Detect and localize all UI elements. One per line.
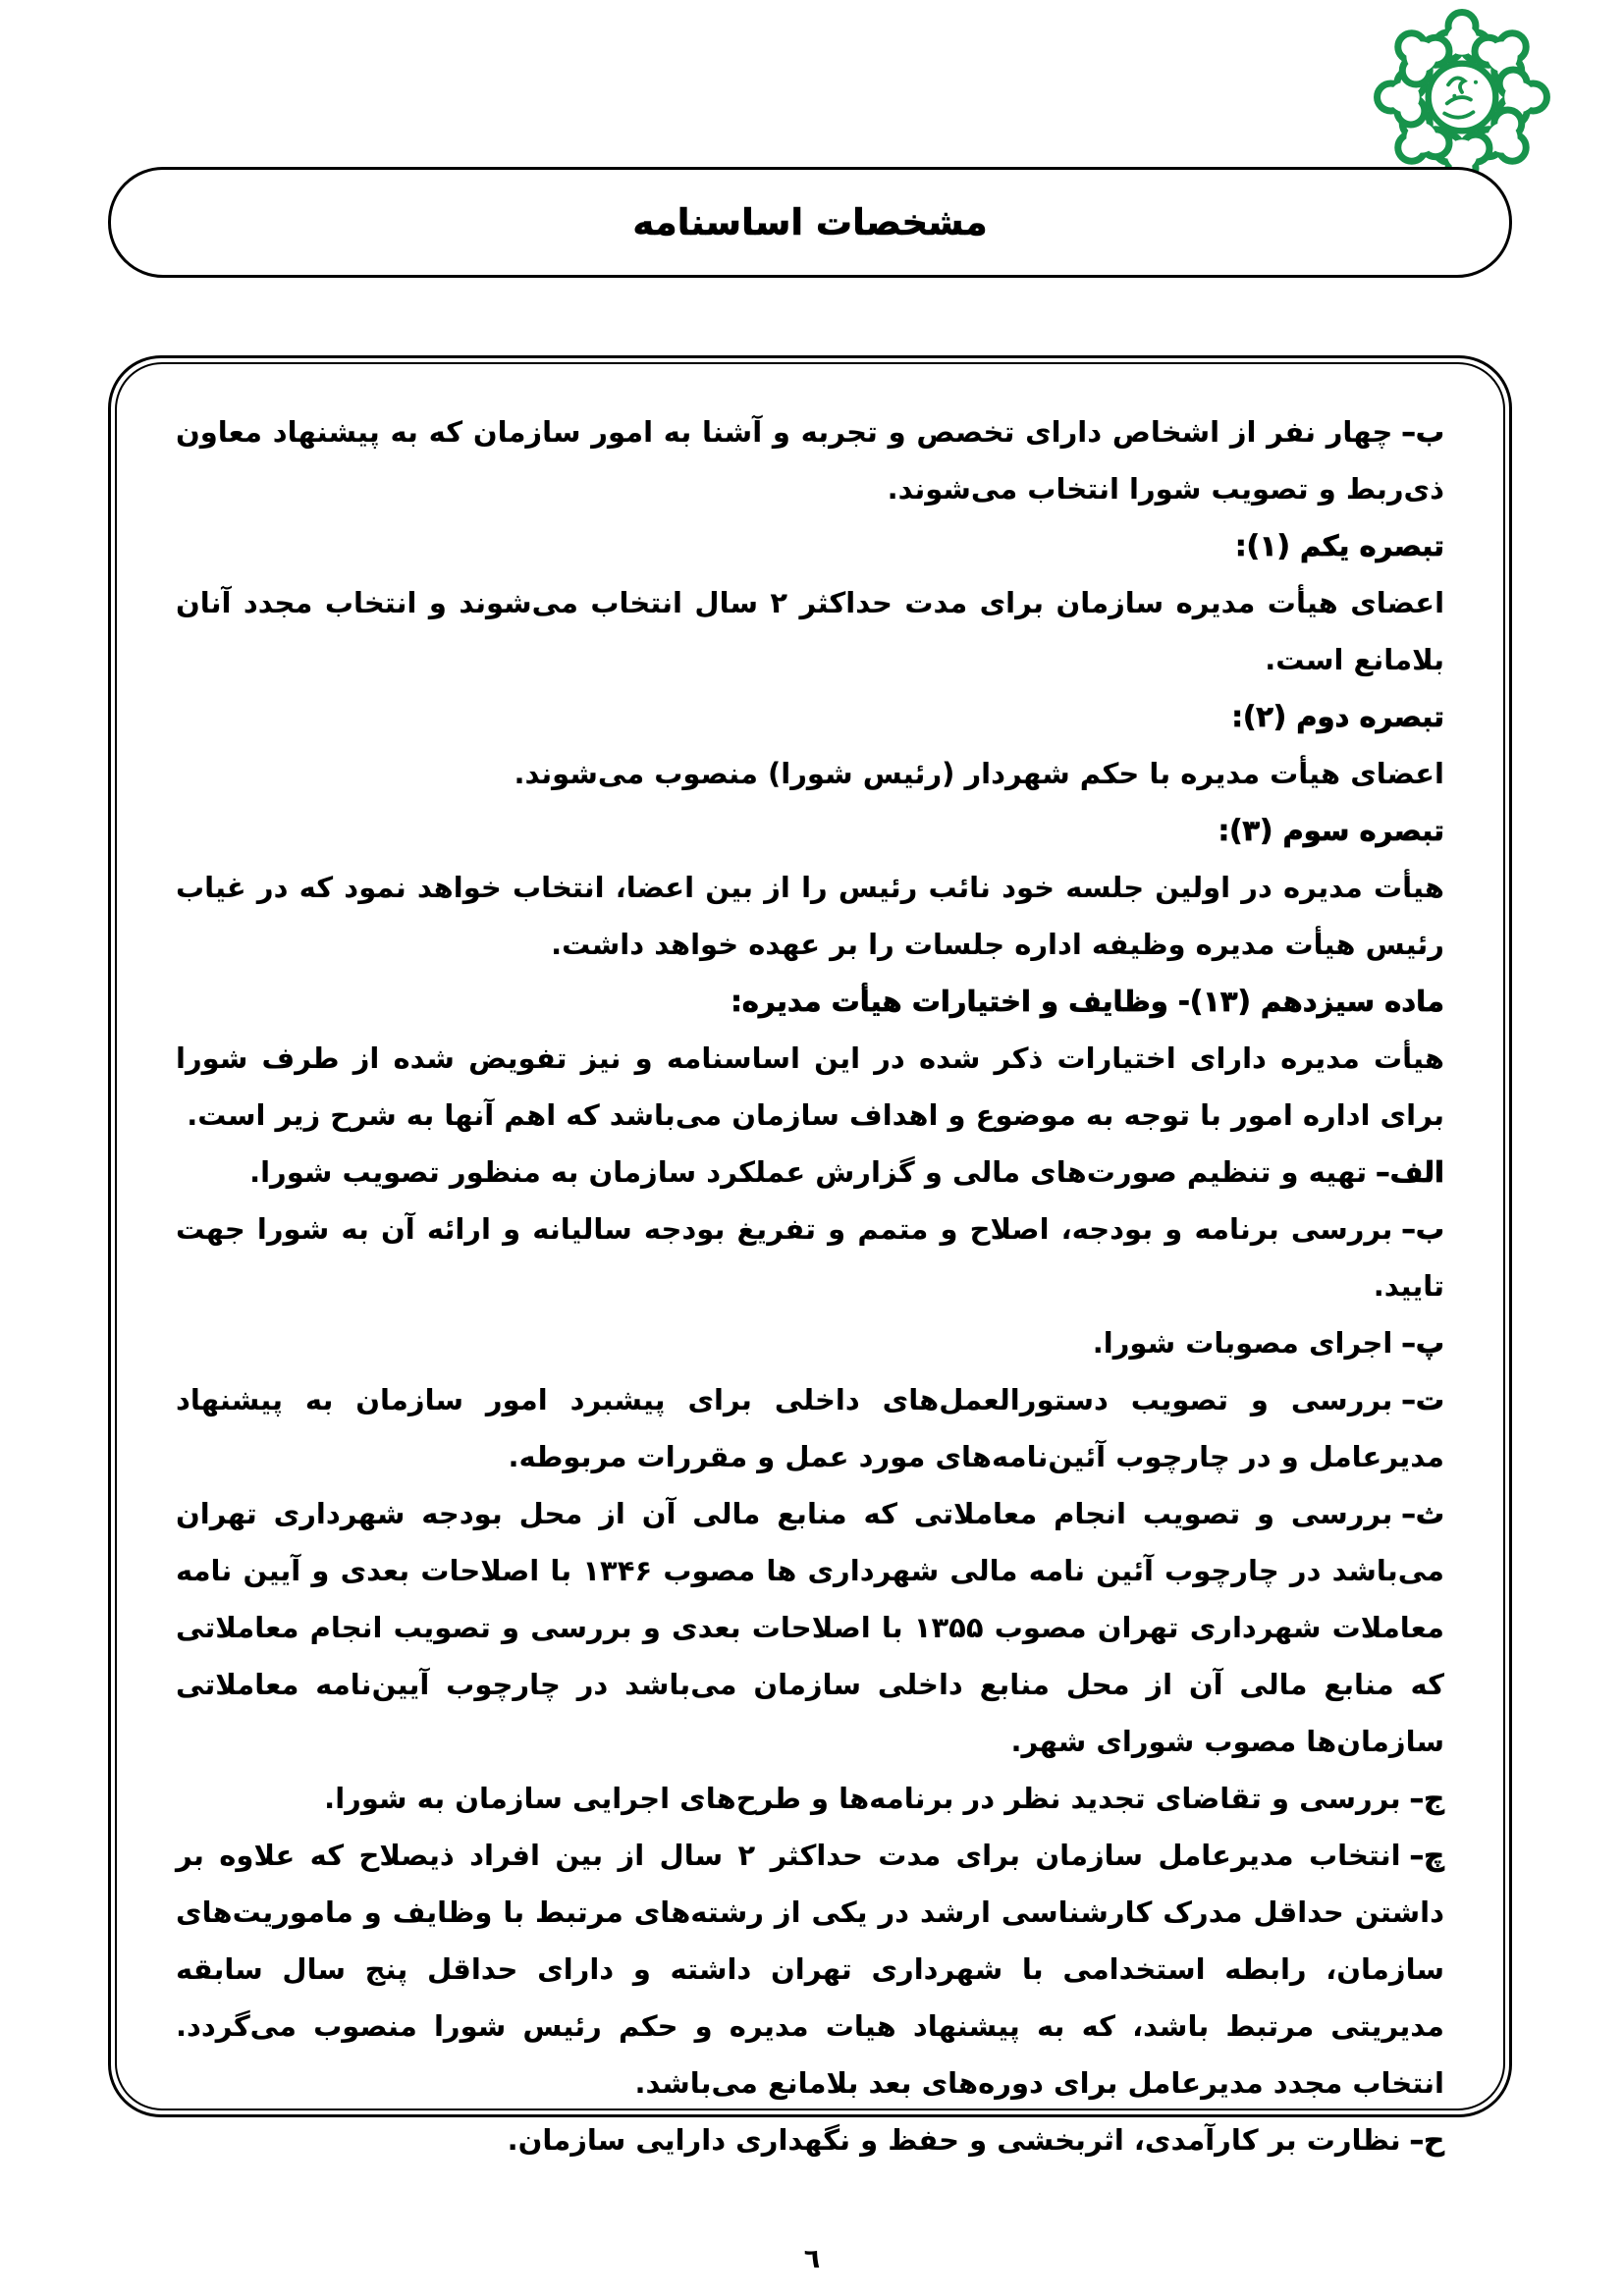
list-item [176, 1201, 1444, 1314]
item-text: انتخاب مدیرعامل سازمان برای مدت حداکثر ۲ سال از بین افراد ذیصلاح که علاوه بر داشتن حداقل مدرک کارشناسی ارشد در یکی از رشته‌های مرتبط با وظایف و ماموریت‌های سازمان، رابطه استخدامی با شهرداری تهران داشته و دارای حداقل پنج سال سابقه مدیریتی مرتبط باشد، که به پیشنهاد هیات مدیره و حکم رئیس شورا منصوب می‌گردد. انتخاب مجدد مدیرعامل برای دوره‌های بعد بلامانع می‌باشد. [176, 1839, 1444, 2100]
item-marker: ت– [1401, 1383, 1444, 1416]
paragraph: هیأت مدیره در اولین جلسه خود نائب رئیس را از بین اعضا، انتخاب خواهد نمود که در غیاب رئیس هیأت مدیره وظیفه اداره جلسات را بر عهده خواهد داشت. [176, 871, 1444, 961]
paragraph: هیأت مدیره دارای اختیارات ذکر شده در این اساسنامه و نیز تفویض شده از طرف شورا برای اداره امور با توجه به موضوع و اهداف سازمان می‌باشد که اهم آنها به شرح زیر است. [176, 1041, 1444, 1132]
page-number: ٦ [803, 2244, 821, 2274]
list-item [176, 1144, 1444, 1201]
tehran-municipality-logo [1375, 10, 1549, 185]
item-text: نظارت بر کارآمدی، اثربخشی و حفظ و نگهداری دارایی سازمان. [507, 2123, 1401, 2157]
document-text [176, 403, 1444, 2168]
item-text: بررسی و تصویب دستورالعمل‌های داخلی برای پیشبرد امور سازمان به پیشنهاد مدیرعامل و در چارچوب آئین‌نامه‌های مورد عمل و مقررات مربوطه. [176, 1383, 1444, 1473]
item-text: بررسی و تصویب انجام معاملاتی که منابع مالی آن از محل بودجه شهرداری تهران می‌باشد در چارچوب آئین نامه مالی شهرداری ها مصوب ۱۳۴۶ با اصلاحات بعدی و آیین نامه معاملات شهرداری تهران مصوب ۱۳۵۵ با اصلاحات بعدی و بررسی و تصویب انجام معاملاتی که منابع مالی آن از محل منابع داخلی سازمان می‌باشد در چارچوب آیین‌نامه معاملاتی سازمان‌ها مصوب شورای شهر. [176, 1497, 1445, 1758]
item-text: بررسی برنامه و بودجه، اصلاح و متمم و تفریغ بودجه سالیانه و ارائه آن به شورا جهت تایید. [176, 1212, 1444, 1303]
item-marker: الف– [1376, 1155, 1444, 1189]
title-banner [108, 167, 1512, 278]
article-heading: ماده سیزدهم (۱۳)- وظایف و اختیارات هیأت مدیره: [731, 985, 1444, 1018]
list-item [176, 2111, 1444, 2168]
paragraph: اعضای هیأت مدیره با حکم شهردار (رئیس شورا) منصوب می‌شوند. [514, 757, 1444, 790]
paragraph: اعضای هیأت مدیره سازمان برای مدت حداکثر ۲ سال انتخاب می‌شوند و انتخاب مجدد آنان بلامانع است. [176, 586, 1445, 676]
item-text: اجرای مصوبات شورا. [1092, 1326, 1393, 1360]
list-item [176, 1827, 1444, 2111]
list-item [176, 1371, 1444, 1485]
item-marker: ح– [1409, 2123, 1444, 2157]
item-marker: پ– [1401, 1326, 1444, 1360]
section-heading: تبصره دوم (۲): [1231, 700, 1444, 733]
item-marker: ج– [1409, 1782, 1444, 1815]
section-heading: تبصره سوم (۳): [1218, 814, 1444, 847]
item-text: بررسی و تقاضای تجدید نظر در برنامه‌ها و طرح‌های اجرایی سازمان به شورا. [324, 1782, 1401, 1815]
page-title: مشخصات اساسنامه [632, 201, 988, 243]
list-item [176, 1485, 1444, 1770]
item-marker: چ– [1409, 1839, 1444, 1872]
list-item [176, 1314, 1444, 1371]
content-box-inner [115, 362, 1505, 2157]
item-marker: ب– [1401, 1212, 1444, 1246]
content-box [108, 355, 1512, 2157]
section-heading: تبصره یکم (۱): [1235, 529, 1444, 562]
item-marker: ب– [1401, 415, 1444, 449]
list-item [176, 1770, 1444, 1827]
item-text: چهار نفر از اشخاص دارای تخصص و تجربه و آشنا به امور سازمان که به پیشنهاد معاون ذی‌ربط و تصویب شورا انتخاب می‌شوند. [176, 415, 1444, 506]
list-item [176, 403, 1444, 517]
item-text: تهیه و تنظیم صورت‌های مالی و گزارش عملکرد سازمان به منظور تصویب شورا. [249, 1155, 1368, 1189]
item-marker: ث– [1401, 1497, 1444, 1530]
